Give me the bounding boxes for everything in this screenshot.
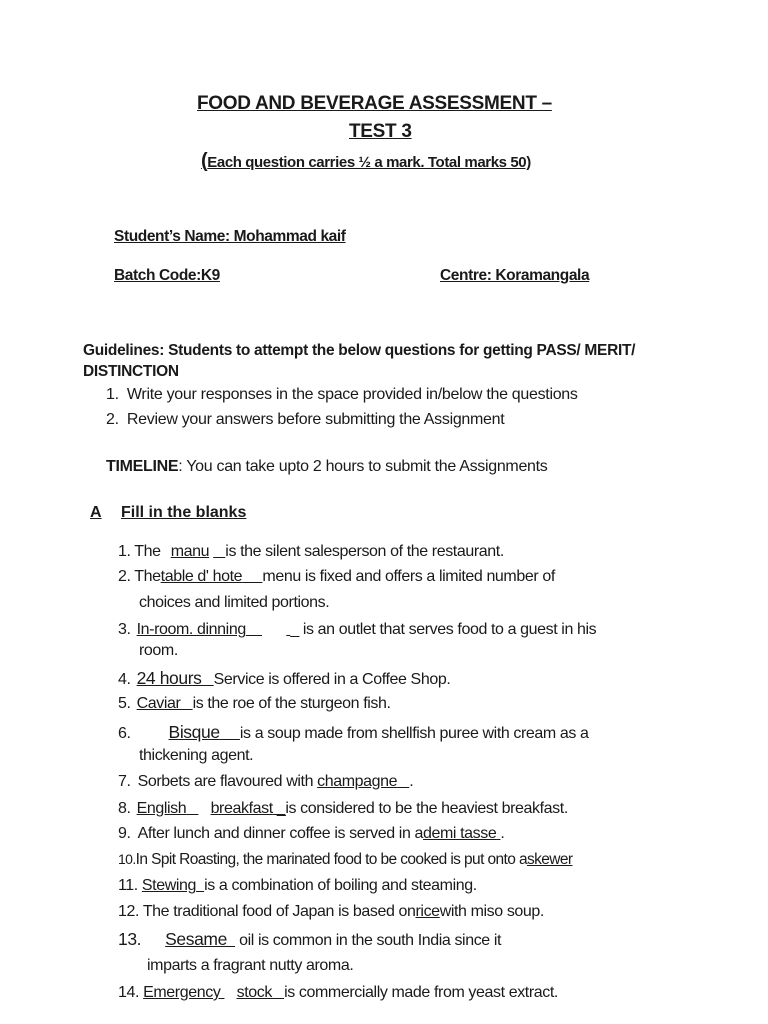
question-number: 9. [118, 825, 131, 842]
answer-text: table d' hote [160, 568, 243, 585]
document-title-line2: TEST 3 [349, 121, 412, 142]
question-number: 4. [118, 671, 131, 688]
question-7 [118, 773, 413, 791]
document-subtitle [201, 150, 531, 173]
guideline-item [106, 411, 504, 429]
question-3-continuation: room. [139, 642, 178, 659]
guideline-text: Review your answers before submitting the Assignment [126, 411, 505, 428]
question-4 [118, 668, 450, 689]
question-number: 11. [118, 877, 138, 894]
answer-text: In-room. dinning [136, 621, 246, 638]
batch-code: Batch Code:K9 [114, 267, 220, 284]
subtitle-text: Each question carries ½ a mark. Total marks 50) [207, 154, 531, 171]
question-3 [118, 621, 596, 639]
section-title: Fill in the blanks [121, 504, 247, 521]
answer-text: Bisque [168, 722, 220, 742]
answer-text: manu [170, 543, 210, 560]
question-12 [118, 903, 544, 921]
answer-text: rice [415, 903, 440, 920]
question-text: menu is fixed and offers a limited number of [262, 568, 555, 585]
question-text: is commercially made from yeast extract. [284, 984, 558, 1001]
question-text: . [409, 773, 414, 790]
subtitle-paren: ( [201, 150, 208, 172]
question-number: 3. [118, 621, 131, 638]
student-name: Student’s Name: Mohammad kaif [114, 228, 346, 245]
timeline-text: : You can take upto 2 hours to submit the Assignments [178, 458, 548, 475]
answer-text: Sesame [165, 929, 227, 949]
answer-text: Emergency [143, 984, 221, 1001]
guideline-item [106, 386, 578, 404]
timeline-label: TIMELINE [106, 458, 179, 475]
question-2 [118, 568, 555, 586]
answer-text: Stewing [141, 877, 197, 894]
question-number: 14. [118, 984, 140, 1001]
question-text: is a combination of boiling and steaming. [204, 877, 477, 894]
question-number: 1. The [118, 543, 161, 560]
document-title-line1: FOOD AND BEVERAGE ASSESSMENT – [197, 93, 552, 114]
question-text: Service is offered in a Coffee Shop. [213, 671, 451, 688]
answer-text: demi tasse [423, 825, 497, 842]
answer-text-2: stock [236, 984, 272, 1001]
question-6 [118, 722, 589, 743]
question-number: 6. [118, 725, 131, 742]
question-5 [118, 695, 391, 713]
question-text: is an outlet that serves food to a guest in his [302, 621, 597, 638]
answer-text: champagne [317, 773, 398, 790]
question-text: oil is common in the south India since it [239, 932, 502, 949]
answer-text-2: breakfast [210, 800, 273, 817]
guideline-number: 1. [106, 386, 119, 403]
question-text: is the silent salesperson of the restaurant. [225, 543, 504, 560]
question-6-continuation: thickening agent. [139, 747, 254, 764]
question-text: . [500, 825, 505, 842]
guidelines-heading-line1: Guidelines: Students to attempt the below questions for getting PASS/ MERIT/ [83, 342, 636, 359]
question-number: 8. [118, 800, 131, 817]
question-text-pre: The traditional food of Japan is based on [142, 903, 416, 920]
question-number: 13. [118, 929, 142, 949]
question-text: with miso soup. [439, 903, 544, 920]
question-8: 8. English breakfast _is considered to be the heaviest breakfast. [118, 800, 568, 817]
question-11 [118, 877, 477, 895]
question-number: 7. [118, 773, 131, 790]
question-text-pre: After lunch and dinner coffee is served in a [137, 825, 423, 842]
question-number: 2. The [118, 568, 161, 585]
question-text-pre: In Spit Roasting, the marinated food to be cooked is put onto a [135, 851, 527, 868]
question-text: is the roe of the sturgeon fish. [192, 695, 391, 712]
timeline [106, 458, 548, 476]
question-text: is considered to be the heaviest breakfast. [285, 800, 568, 817]
question-9 [118, 825, 504, 843]
answer-text: skewer [526, 851, 573, 868]
question-text: is a soup made from shellfish puree with cream as a [239, 725, 589, 742]
question-text-pre: Sorbets are flavoured with [137, 773, 314, 790]
question-10 [118, 851, 572, 869]
answer-text: 24 hours [136, 668, 202, 688]
question-number: 12. [118, 903, 140, 920]
question-number: 10. [118, 851, 136, 867]
section-letter: A [90, 504, 102, 521]
guidelines-heading-line2: DISTINCTION [83, 363, 179, 380]
answer-text-2: _ [290, 621, 299, 638]
guideline-text: Write your responses in the space provided in/below the questions [126, 386, 578, 403]
question-2-continuation: choices and limited portions. [139, 594, 330, 611]
centre: Centre: Koramangala [440, 267, 590, 284]
question-13 [118, 929, 501, 950]
question-number: 5. [118, 695, 131, 712]
guideline-number: 2. [106, 411, 119, 428]
answer-text: Caviar [136, 695, 181, 712]
question-14 [118, 984, 558, 1002]
question-13-continuation: imparts a fragrant nutty aroma. [147, 957, 354, 974]
question-1 [118, 543, 504, 561]
answer-text: English [136, 800, 187, 817]
